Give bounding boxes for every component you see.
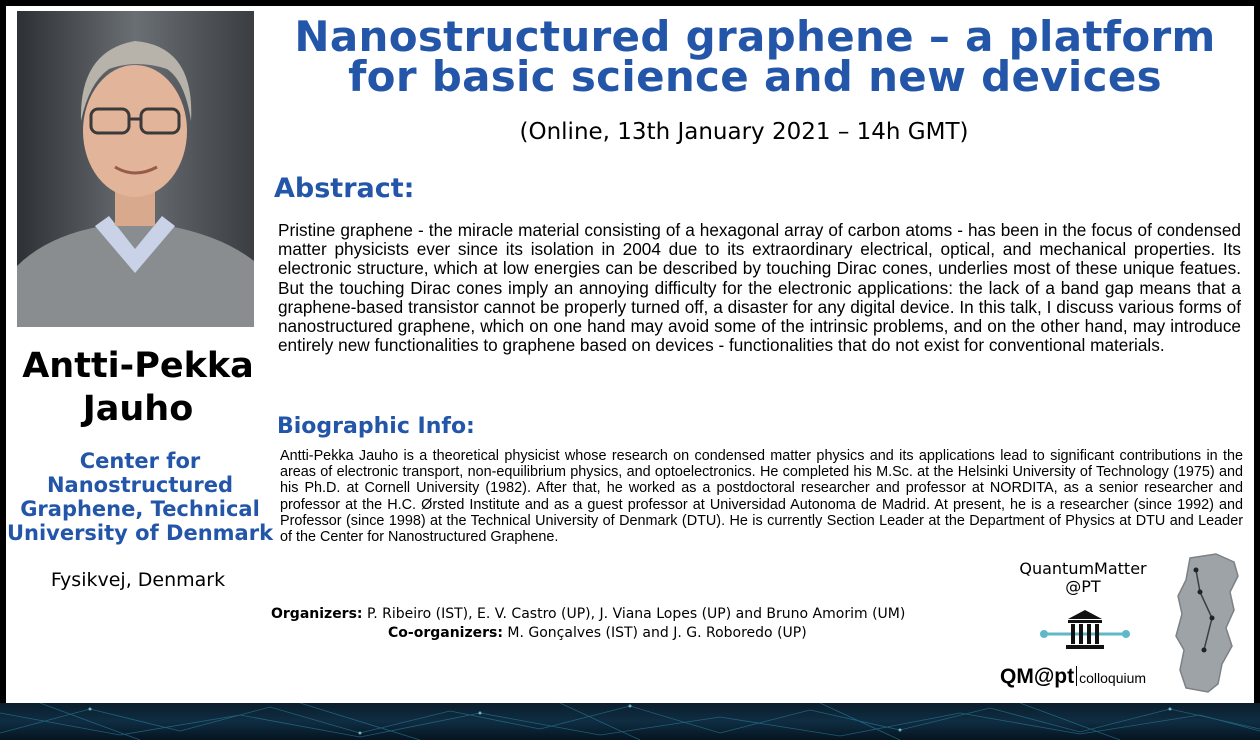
coorganizers-names: M. Gonçalves (IST) and J. G. Roboredo (UP) bbox=[507, 625, 807, 641]
talk-date: (Online, 13th January 2021 – 14h GMT) bbox=[519, 119, 969, 145]
brand-separator bbox=[1076, 666, 1077, 686]
qm-logo-line1: QuantumMatter bbox=[1019, 559, 1147, 578]
qm-logo-line2: @PT bbox=[1065, 577, 1101, 596]
qm-logo-text bbox=[1010, 560, 1156, 596]
bio-text: Antti-Pekka Jauho is a theoretical physicist whose research on condensed matter physics and its applications lead to significant contributions in the areas of electronic transport, non-equilibrium physics, and optoelectronics. He completed his M.Sc. at the Helsinki University of Technology (1975) and his Ph.D. at Cornell University (1982). After that, he worked as a postdoctoral researcher and professor at NORDITA, as a senior researcher and professor at the H.C. Ørsted Institute and as a guest professor at Universidad Autonoma de Madrid. At present, he is a researcher (since 1992) and Professor (since 1998) at the Technical University of Denmark (DTU). He is currently Section Leader at the Department of Physics at DTU and Leader of the Center for Nanostructured Graphene. bbox=[280, 448, 1243, 546]
abstract-text: Pristine graphene - the miracle material consisting of a hexagonal array of carbon atoms - has been in the focus of condensed matter physicists ever since its isolation in 2004 due to its extraordinary electrical, optical, and mechanical properties. Its electronic structure, which at low energies can be described by touching Dirac cones, underlies most of these unique featues. But the touching Dirac cones imply an annoying difficulty for the electronic applications: the lack of a band gap means that a graphene-based transistor cannot be properly turned off, a disaster for any digital device. In this talk, I discuss various forms of nanostructured graphene, which on one hand may avoid some of the intrinsic problems, and on the other hand, may introduce entirely new functionalities to graphene based on devices - functionalities that do not exist for conventional materials. bbox=[278, 220, 1241, 356]
organizers-names: P. Ribeiro (IST), E. V. Castro (UP), J. Viana Lopes (UP) and Bruno Amorim (UM) bbox=[366, 606, 906, 622]
portugal-map-icon bbox=[1168, 552, 1248, 694]
speaker-photo bbox=[17, 11, 254, 327]
abstract-heading: Abstract: bbox=[274, 173, 415, 204]
coorganizers-line bbox=[388, 625, 807, 641]
speaker-name: Antti-Pekka Jauho bbox=[22, 346, 254, 429]
bio-heading: Biographic Info: bbox=[277, 414, 475, 439]
speaker-affiliation: Center for Nanostructured Graphene, Technical University of Denmark bbox=[6, 449, 274, 545]
qm-brand bbox=[1000, 665, 1146, 689]
decorative-banner bbox=[0, 703, 1260, 740]
qm-brand-suffix: colloquium bbox=[1079, 670, 1147, 686]
qm-brand-name: QM@pt bbox=[1000, 665, 1075, 688]
organizers-line bbox=[271, 606, 905, 622]
coorganizers-label: Co-organizers: bbox=[388, 625, 503, 641]
building-columns-icon bbox=[1040, 608, 1130, 656]
talk-title: Nanostructured graphene – a platform for basic science and new devices bbox=[294, 12, 1216, 101]
speaker-location: Fysikvej, Denmark bbox=[50, 569, 226, 591]
organizers-label: Organizers: bbox=[271, 606, 363, 622]
